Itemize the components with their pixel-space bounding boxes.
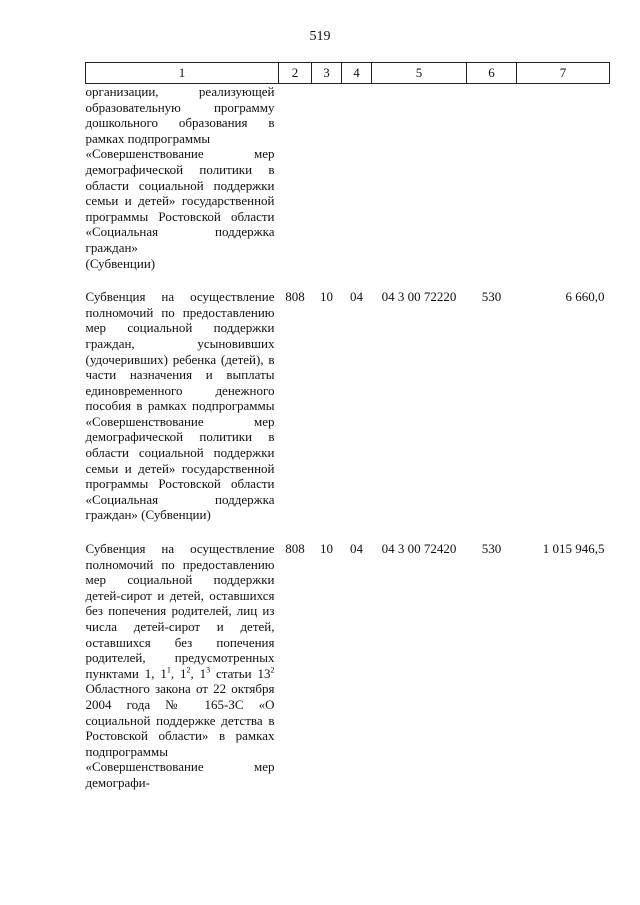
continuation-line: организации, реализующей bbox=[85, 84, 275, 99]
row-cell-7: 6 660,0 bbox=[565, 289, 605, 305]
row-cell-6: 530 bbox=[481, 541, 502, 557]
budget-table bbox=[85, 62, 610, 791]
desc-part: , 1 bbox=[170, 665, 187, 681]
continuation-description bbox=[86, 84, 279, 272]
superscript: 2 bbox=[186, 665, 191, 675]
desc-part: статьи 13 bbox=[210, 665, 271, 681]
desc-part: Субвенция на осуществление полномочий по предоставлению мер социальной поддержки детей-сирот и детей, оставшихся без попечения родителей, лиц из числа детей-сирот и детей, оставшихся без попечения родителей, предусмотренных пунктами 1, 1 bbox=[85, 541, 275, 681]
row-description bbox=[86, 541, 279, 791]
superscript: 2 bbox=[270, 665, 275, 675]
header-col-6: 6 bbox=[467, 63, 517, 84]
header-col-3: 3 bbox=[312, 63, 342, 84]
row-description: Субвенция на осуществление полномочий по предоставлению мер социальной поддержки граждан, усыновивших (удочеривших) ребенка (детей), в части назначения и выплаты единовременного денежного пособия в рамках подпрограммы «Совершенствование мер демографической политики в области социальной поддержки семьи и детей» государственной программы Ростовской области «Социальная поддержка граждан» (Субвенции) bbox=[85, 289, 275, 523]
row-cell-5: 04 3 00 72420 bbox=[381, 541, 457, 557]
page-number: 519 bbox=[309, 29, 331, 44]
continuation-line: (Субвенции) bbox=[85, 255, 156, 271]
superscript: 1 bbox=[166, 665, 171, 675]
superscript: 3 bbox=[206, 665, 211, 675]
row-cell-5: 04 3 00 72220 bbox=[381, 289, 457, 305]
header-row bbox=[86, 63, 610, 84]
table-row bbox=[86, 541, 610, 791]
continuation-line: «Совершенствование мер bbox=[85, 146, 275, 162]
table-row bbox=[86, 289, 610, 523]
row-cell-4: 04 bbox=[350, 541, 363, 557]
row-cell-3: 10 bbox=[320, 289, 333, 305]
header-col-4: 4 bbox=[342, 63, 372, 84]
continuation-text: образовательную программу дошкольного образования в рамках подпрограммы bbox=[85, 99, 275, 146]
row-cell-4: 04 bbox=[350, 289, 363, 305]
row-cell-2: 808 bbox=[285, 289, 305, 305]
desc-part: Областного закона от 22 октября 2004 года № 165-ЗС «О социальной поддержке детства в Ростовской области» в рамках подпрограммы «Совершенствование мер демографи- bbox=[85, 681, 275, 790]
row-cell-2: 808 bbox=[285, 541, 305, 557]
row-cell-3: 10 bbox=[320, 541, 333, 557]
header-col-2: 2 bbox=[279, 63, 312, 84]
desc-part: , 1 bbox=[190, 665, 207, 681]
row-cell-6: 530 bbox=[481, 289, 502, 305]
row-cell-7: 1 015 946,5 bbox=[542, 541, 605, 557]
header-col-5: 5 bbox=[372, 63, 467, 84]
header-col-1: 1 bbox=[86, 63, 279, 84]
continuation-text: демографической политики в области социальной поддержки семьи и детей» государственной программы bbox=[85, 161, 275, 224]
header-col-7: 7 bbox=[517, 63, 610, 84]
continuation-text: Ростовской области «Социальная поддержка граждан» bbox=[85, 208, 275, 255]
table-row-continuation bbox=[86, 84, 610, 272]
